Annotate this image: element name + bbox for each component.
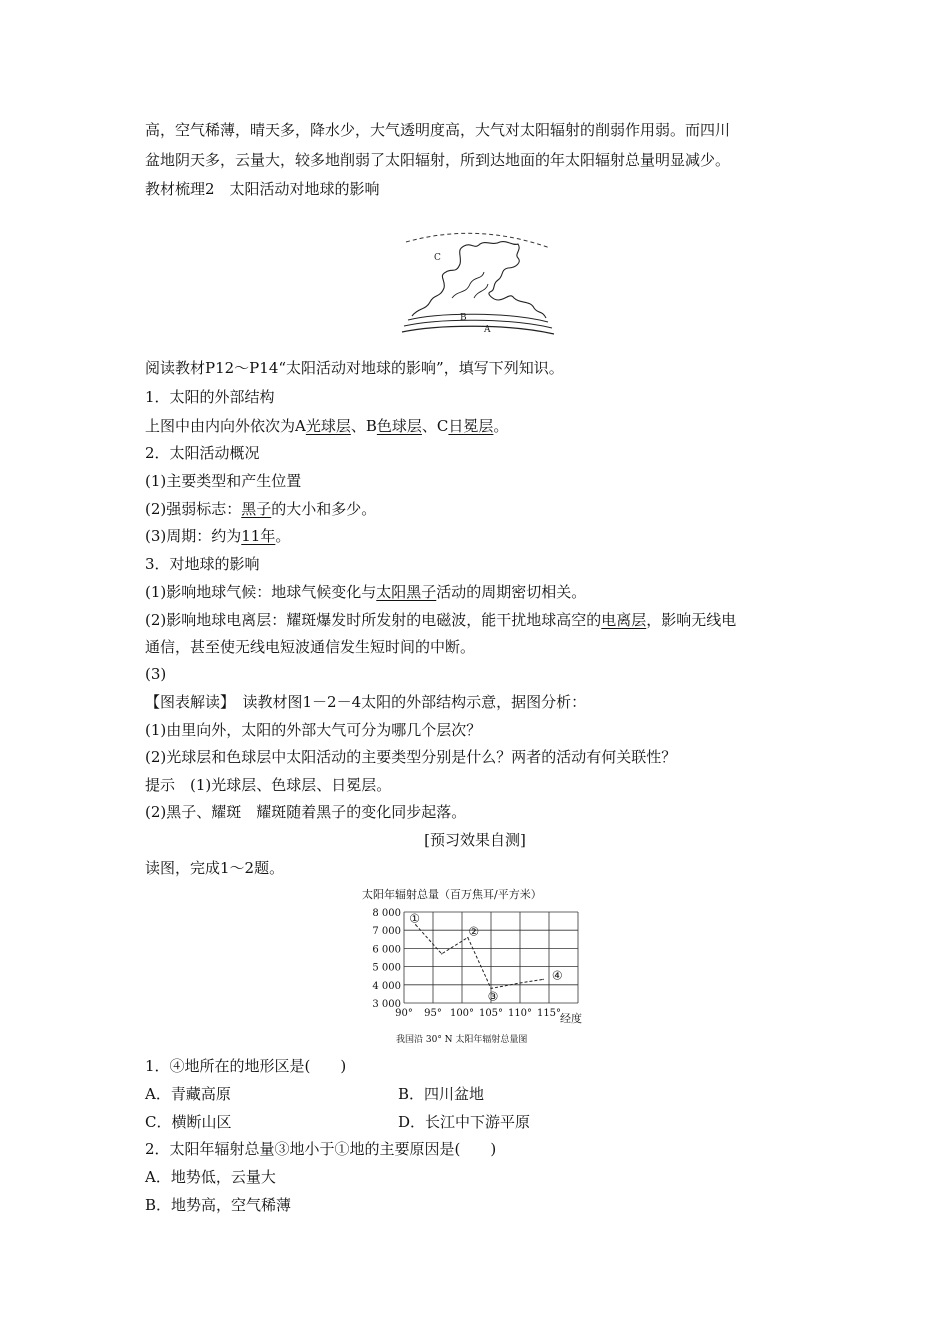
- item2-p2: (2)强弱标志：黑子的大小和多少。: [145, 500, 377, 518]
- x-axis-label: 经度: [560, 1012, 582, 1025]
- y-tick-label: 7 000: [372, 926, 401, 938]
- y-tick-label: 8 000: [372, 908, 401, 919]
- q1-option-c[interactable]: C．横断山区: [145, 1113, 232, 1131]
- chart-series: [415, 924, 544, 989]
- label-c: C: [434, 253, 441, 263]
- photosphere-line: [402, 326, 554, 334]
- label-a: A: [484, 325, 491, 335]
- q1-option-d[interactable]: D．长江中下游平原: [398, 1113, 531, 1131]
- chart-caption: 我国沿 30° N 太阳年辐射总量图: [396, 1035, 528, 1045]
- x-tick-label: 95°: [424, 1008, 442, 1019]
- y-tick-label: 3 000: [372, 999, 401, 1010]
- item3-p3: (3): [145, 665, 167, 683]
- q1-option-b[interactable]: B．四川盆地: [398, 1085, 485, 1103]
- item3-p2-cont: 通信，甚至使无线电短波通信发生短时间的中断。: [145, 638, 476, 656]
- label-b: B: [460, 313, 467, 323]
- answer-a: 光球层: [305, 417, 351, 435]
- x-tick-label: 100°: [449, 1008, 475, 1019]
- intro-line-1: 高，空气稀薄，晴天多，降水少，大气透明度高，大气对太阳辐射的削弱作用弱。而四川: [145, 121, 731, 139]
- item1-title: 1．太阳的外部结构: [145, 388, 275, 406]
- answer-sunspot-activity: 太阳黑子: [376, 583, 437, 601]
- point-label: ①: [409, 911, 420, 926]
- q2-option-a[interactable]: A．地势低，云量大: [145, 1168, 276, 1186]
- answer-c: 日冕层: [448, 417, 494, 435]
- item3-p2: (2)影响地球电离层：耀斑爆发时所发射的电磁波，能干扰地球高空的电离层，影响无线电: [145, 611, 737, 629]
- x-tick-label: 115°: [536, 1008, 562, 1019]
- point-label: ②: [468, 924, 480, 939]
- item3-title: 3．对地球的影响: [145, 555, 260, 573]
- data-point: [519, 982, 520, 983]
- read-instruction: 阅读教材P12～P14“太阳活动对地球的影响”，填写下列知识。: [145, 359, 564, 377]
- section-title: 教材梳理2 太阳活动对地球的影响: [145, 180, 380, 198]
- y-tick-labels: [372, 908, 401, 1010]
- y-tick-label: 4 000: [372, 980, 401, 992]
- q2-stem: 2．太阳年辐射总量③地小于①地的主要原因是( ): [145, 1140, 497, 1158]
- q1-option-a[interactable]: A．青藏高原: [145, 1085, 231, 1103]
- point-label: ④: [551, 968, 563, 983]
- y-tick-label: 5 000: [372, 962, 401, 974]
- answer-ionosphere: 电离层: [601, 611, 647, 629]
- self-test-title: [预习效果自测]: [424, 831, 526, 849]
- item1-answer: 上图中由内向外依次为A光球层、B色球层、C日冕层。: [145, 417, 509, 435]
- q1-stem: 1．④地所在的地形区是( ): [145, 1057, 347, 1075]
- point-labels: [409, 912, 562, 1004]
- figure-reading-a2: (2)黑子、耀斑 耀斑随着黑子的变化同步起落。: [145, 803, 467, 821]
- data-point: [441, 953, 442, 954]
- answer-b: 色球层: [376, 417, 422, 435]
- intro-line-2: 盆地阴天多，云量大，较多地削弱了太阳辐射，所到达地面的年太阳辐射总量明显减少。: [145, 151, 731, 169]
- x-tick-label: 110°: [507, 1008, 533, 1019]
- x-tick-label: 90°: [395, 1008, 413, 1019]
- item3-p1: (1)影响地球气候：地球气候变化与太阳黑子活动的周期密切相关。: [145, 583, 587, 601]
- y-tick-label: 6 000: [372, 944, 401, 956]
- answer-sunspot: 黑子: [241, 500, 272, 518]
- figure-reading-heading: 【图表解读】 读教材图1－2－4太阳的外部结构示意，据图分析：: [145, 693, 587, 711]
- data-point: [543, 979, 544, 980]
- chart-title: 太阳年辐射总量（百万焦耳/平方米）: [362, 888, 542, 901]
- answer-cycle: 11年: [241, 527, 276, 545]
- item2-p1: (1)主要类型和产生位置: [145, 472, 302, 490]
- radiation-chart: [352, 884, 608, 1048]
- figure-reading-a1: 提示 (1)光球层、色球层、日冕层。: [145, 776, 392, 794]
- x-tick-labels: [395, 1008, 561, 1019]
- x-tick-label: 105°: [478, 1008, 504, 1019]
- sun-structure-figure: [400, 228, 555, 336]
- q2-option-b[interactable]: B．地势高，空气稀薄: [145, 1196, 292, 1214]
- item2-p3: (3)周期：约为11年。: [145, 527, 291, 545]
- item2-title: 2．太阳活动概况: [145, 444, 260, 462]
- figure-reading-q1: (1)由里向外，太阳的外部大气可分为哪几个层次？: [145, 721, 482, 739]
- self-test-instruction: 读图，完成1～2题。: [145, 859, 285, 877]
- series-line: [416, 925, 544, 989]
- prominence-outline: [412, 242, 546, 318]
- figure-reading-q2: (2)光球层和色球层中太阳活动的主要类型分别是什么？两者的活动有何关联性？: [145, 748, 677, 766]
- point-label: ③: [487, 989, 499, 1004]
